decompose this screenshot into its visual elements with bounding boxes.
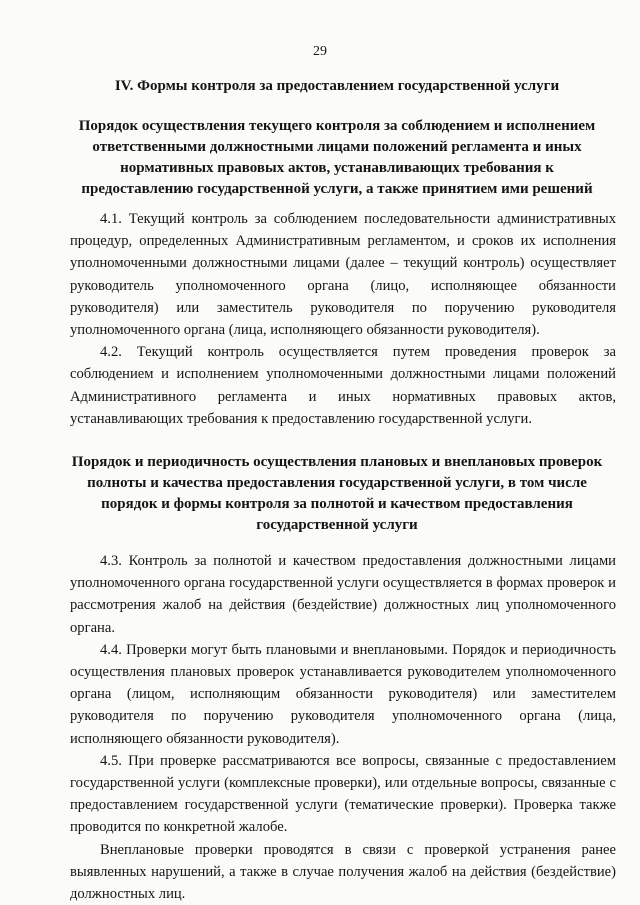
paragraph-4-2: 4.2. Текущий контроль осуществляется путем проведения проверок за соблюдением и исполнением уполномоченными должностными лицами положений Административного регламента и иных нормативных правовых актов, устанавливающих требования к предоставлению государственной услуги. bbox=[70, 344, 616, 427]
subsection-heading-current-control: Порядок осуществления текущего контроля за соблюдением и исполнением ответственными должностными лицами положений регламента и иных нормативных правовых актов, устанавливающих требования к предоставлению государственной услуги, а также принятием ими решений bbox=[78, 118, 596, 197]
paragraph-4-5: 4.5. При проверке рассматриваются все вопросы, связанные с предоставлением государственной услуги (комплексные проверки), или отдельные вопросы, связанные с предоставлением государственной услуги (тематические проверки). Проверка также проводится по конкретной жалобе. bbox=[70, 752, 616, 836]
section-heading: IV. Формы контроля за предоставлением государственной услуги bbox=[114, 78, 560, 94]
inspections-text bbox=[70, 550, 616, 905]
current-control-text bbox=[70, 208, 616, 430]
paragraph-4-4: 4.4. Проверки могут быть плановыми и внеплановыми. Порядок и периодичность осуществления плановых проверок устанавливается руководителем уполномоченного органа (лицом, исполняющим обязанности руководителя) или заместителем руководителя по поручению руководителя уполномоченного органа (лица, исполняющего обязанности руководителя). bbox=[70, 641, 616, 747]
paragraph-4-3: 4.3. Контроль за полнотой и качеством предоставления должностными лицами уполномоченного органа государственной услуги осуществляется в формах проверок и рассмотрения жалоб на действия (бездействие) должностных лиц уполномоченного органа. bbox=[70, 553, 616, 636]
paragraph-unscheduled-inspections: Внеплановые проверки проводятся в связи с проверкой устранения ранее выявленных нарушений, а также в случае получения жалоб на действия (бездействие) должностных лиц. bbox=[70, 841, 616, 903]
paragraph-4-1: 4.1. Текущий контроль за соблюдением последовательности административных процедур, определенных Административным регламентом, и сроков их исполнения уполномоченными должностными лицами (далее – текущий контроль) осуществляет руководитель уполномоченного органа (лицо, исполняющее обязанности руководителя) или заместитель руководителя по поручению руководителя уполномоченного органа (лица, исполняющего обязанности руководителя). bbox=[70, 211, 616, 339]
subsection-heading-inspections: Порядок и периодичность осуществления плановых и внеплановых проверок полноты и качества предоставления государственной услуги, в том числе порядок и формы контроля за полнотой и качеством предоставления государственной услуги bbox=[71, 454, 603, 533]
page-number: 29 bbox=[313, 44, 327, 59]
